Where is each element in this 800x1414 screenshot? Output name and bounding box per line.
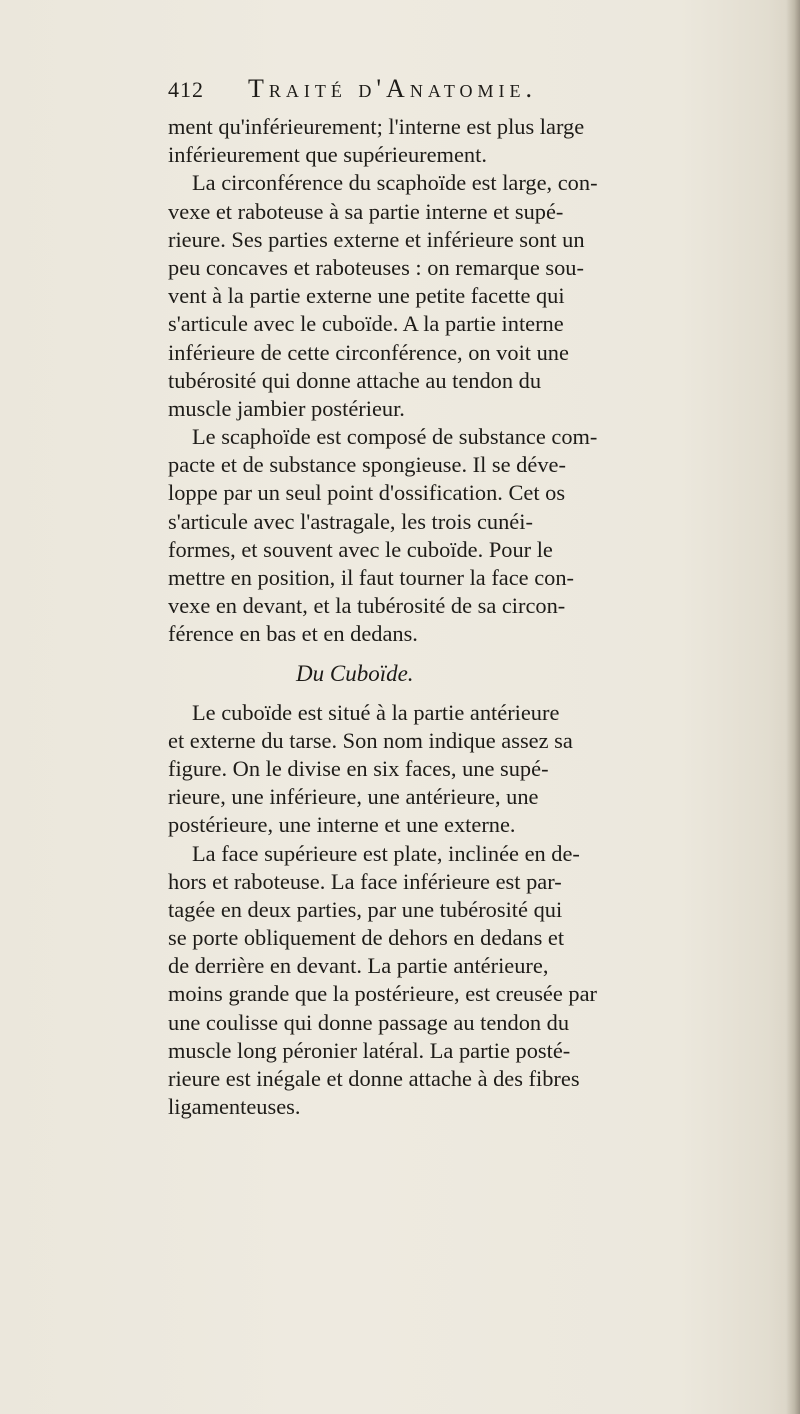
text-line: une coulisse qui donne passage au tendon du [168, 1009, 570, 1035]
section-heading: Du Cuboïde. [296, 660, 414, 686]
text-line: rieure, une inférieure, une antérieure, une [168, 784, 539, 810]
running-header [168, 74, 728, 110]
text-line: vent à la partie externe une petite facette qui [168, 283, 565, 309]
paragraph-4 [168, 699, 798, 840]
text-line: s'articule avec l'astragale, les trois cunéi- [168, 508, 533, 534]
text-line: rieure. Ses parties externe et inférieure sont un [168, 226, 585, 252]
text-line: tagée en deux parties, par une tubérosité qui [168, 896, 563, 922]
text-line: postérieure, une interne et une externe. [168, 812, 516, 838]
text-line: férence en bas et en dedans. [168, 621, 418, 647]
paragraph-2 [168, 169, 798, 423]
paragraph-1 [168, 113, 798, 169]
paragraph-3 [168, 423, 798, 649]
text-line: se porte obliquement de dehors en dedans et [168, 925, 565, 951]
text-line: vexe et raboteuse à sa partie interne et supé- [168, 198, 564, 224]
page-text [168, 113, 798, 1121]
text-line: Le scaphoïde est composé de substance com- [192, 424, 598, 450]
text-line: vexe en devant, et la tubérosité de sa circon- [168, 593, 566, 619]
text-line: pacte et de substance spongieuse. Il se déve- [168, 452, 566, 478]
text-line: mettre en position, il faut tourner la face con- [168, 565, 574, 590]
text-line: La circonférence du scaphoïde est large, con- [192, 170, 598, 196]
text-line: ment qu'inférieurement; l'interne est plus large [168, 114, 585, 139]
text-line: hors et raboteuse. La face inférieure est par- [168, 868, 562, 894]
text-line: Le cuboïde est situé à la partie antérieure [192, 699, 560, 725]
text-line: muscle jambier postérieur. [168, 395, 405, 421]
text-line: tubérosité qui donne attache au tendon du [168, 367, 542, 393]
text-line: inférieure de cette circonférence, on voit une [168, 339, 569, 365]
text-line: moins grande que la postérieure, est creusée par [168, 981, 597, 1007]
text-line: de derrière en devant. La partie antérieure, [168, 953, 549, 979]
text-line: inférieurement que supérieurement. [168, 142, 487, 168]
page-number: 412 [168, 77, 204, 102]
text-line: et externe du tarse. Son nom indique assez sa [168, 727, 573, 753]
text-line: figure. On le divise en six faces, une supé- [168, 755, 549, 781]
text-line: s'articule avec le cuboïde. A la partie interne [168, 311, 564, 337]
text-line: ligamenteuses. [168, 1094, 301, 1120]
paragraph-5 [168, 840, 798, 1122]
text-line: rieure est inégale et donne attache à des fibres [168, 1066, 580, 1091]
text-line: muscle long péronier latéral. La partie posté- [168, 1037, 571, 1063]
text-line: peu concaves et raboteuses : on remarque sou- [168, 254, 584, 280]
running-title: Traité d'Anatomie. [248, 74, 537, 103]
text-line: La face supérieure est plate, inclinée en de- [192, 840, 580, 866]
text-line: formes, et souvent avec le cuboïde. Pour le [168, 536, 553, 562]
text-line: loppe par un seul point d'ossification. Cet os [168, 480, 566, 506]
